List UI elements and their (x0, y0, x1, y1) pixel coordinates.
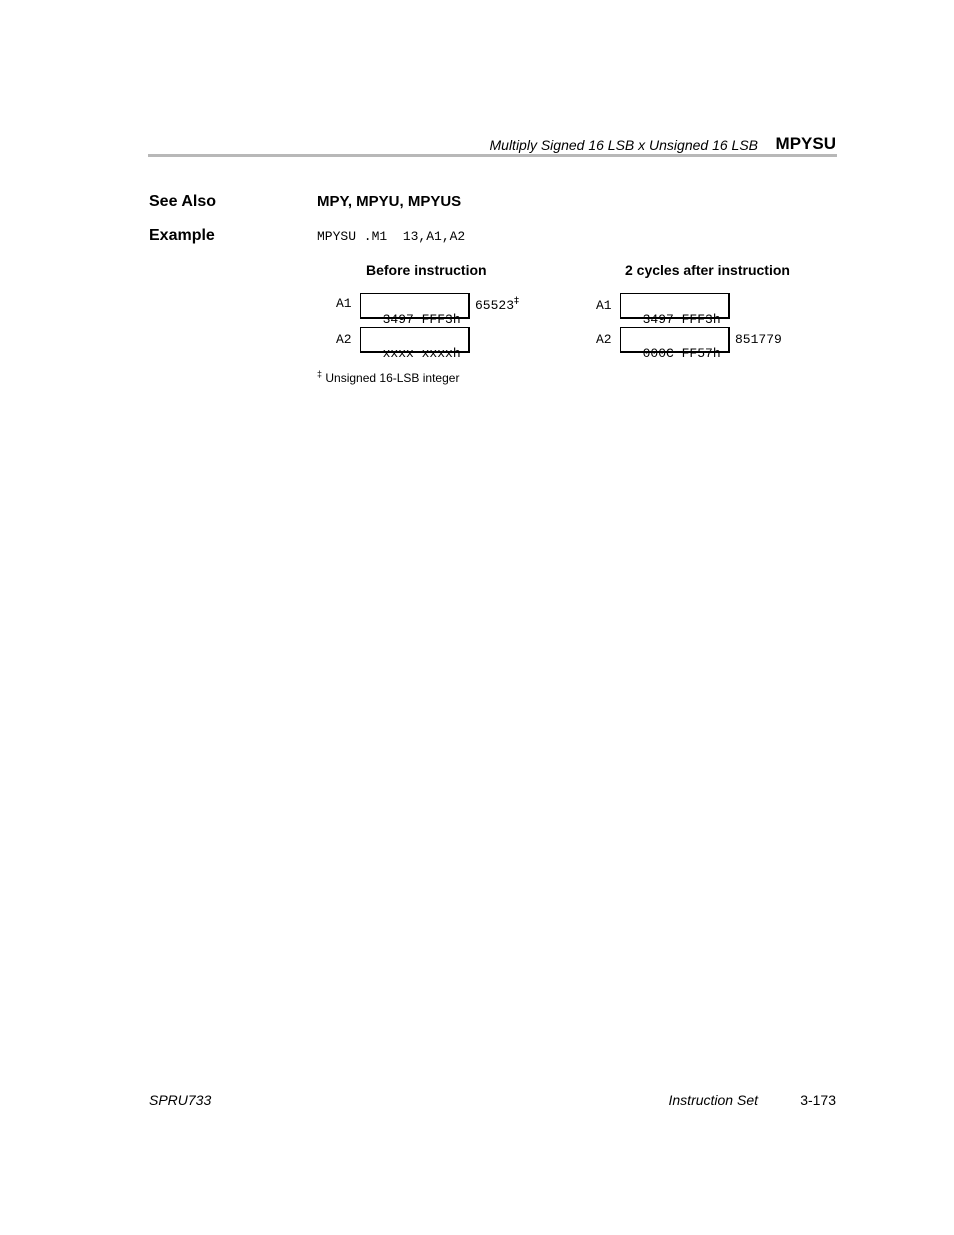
header-mnemonic: MPYSU (775, 134, 836, 153)
footer-section: Instruction Set (668, 1092, 758, 1108)
see-also-content: MPY, MPYU, MPYUS (317, 193, 462, 210)
after-a2-label: A2 (596, 332, 612, 347)
footnote-mark: ‡ (317, 369, 323, 379)
footnote-text: Unsigned 16-LSB integer (325, 371, 460, 385)
before-a1-label: A1 (336, 296, 352, 311)
before-a1-value-box (360, 293, 470, 327)
after-a2-value-box (620, 327, 730, 361)
after-a2-decimal: 851779 (735, 332, 782, 347)
see-also-label: See Also (149, 193, 216, 210)
footnote-ref-mark: ‡ (514, 295, 520, 307)
before-a1-decimal: 65523‡ (475, 295, 520, 313)
before-a2-label: A2 (336, 332, 352, 347)
example-label: Example (149, 227, 215, 244)
footer-doc-id: SPRU733 (149, 1092, 212, 1108)
before-a2-value: xxxx xxxxh (382, 346, 461, 361)
header-rule (148, 154, 837, 157)
header-title: Multiply Signed 16 LSB x Unsigned 16 LSB (489, 137, 758, 153)
after-a1-value: 3497 FFF3h (642, 312, 721, 327)
before-heading: Before instruction (366, 262, 487, 278)
after-a1-label: A1 (596, 298, 612, 313)
after-a1-value-box (620, 293, 730, 327)
before-a2-value-box (360, 327, 470, 361)
after-heading: 2 cycles after instruction (625, 262, 790, 278)
after-a2-value: 000C FF57h (642, 346, 721, 361)
footer-page-number: 3-173 (800, 1092, 836, 1108)
example-code: MPYSU .M1 13,A1,A2 (317, 229, 466, 244)
footnote (317, 369, 459, 385)
before-a1-value: 3497 FFF3h (382, 312, 461, 327)
